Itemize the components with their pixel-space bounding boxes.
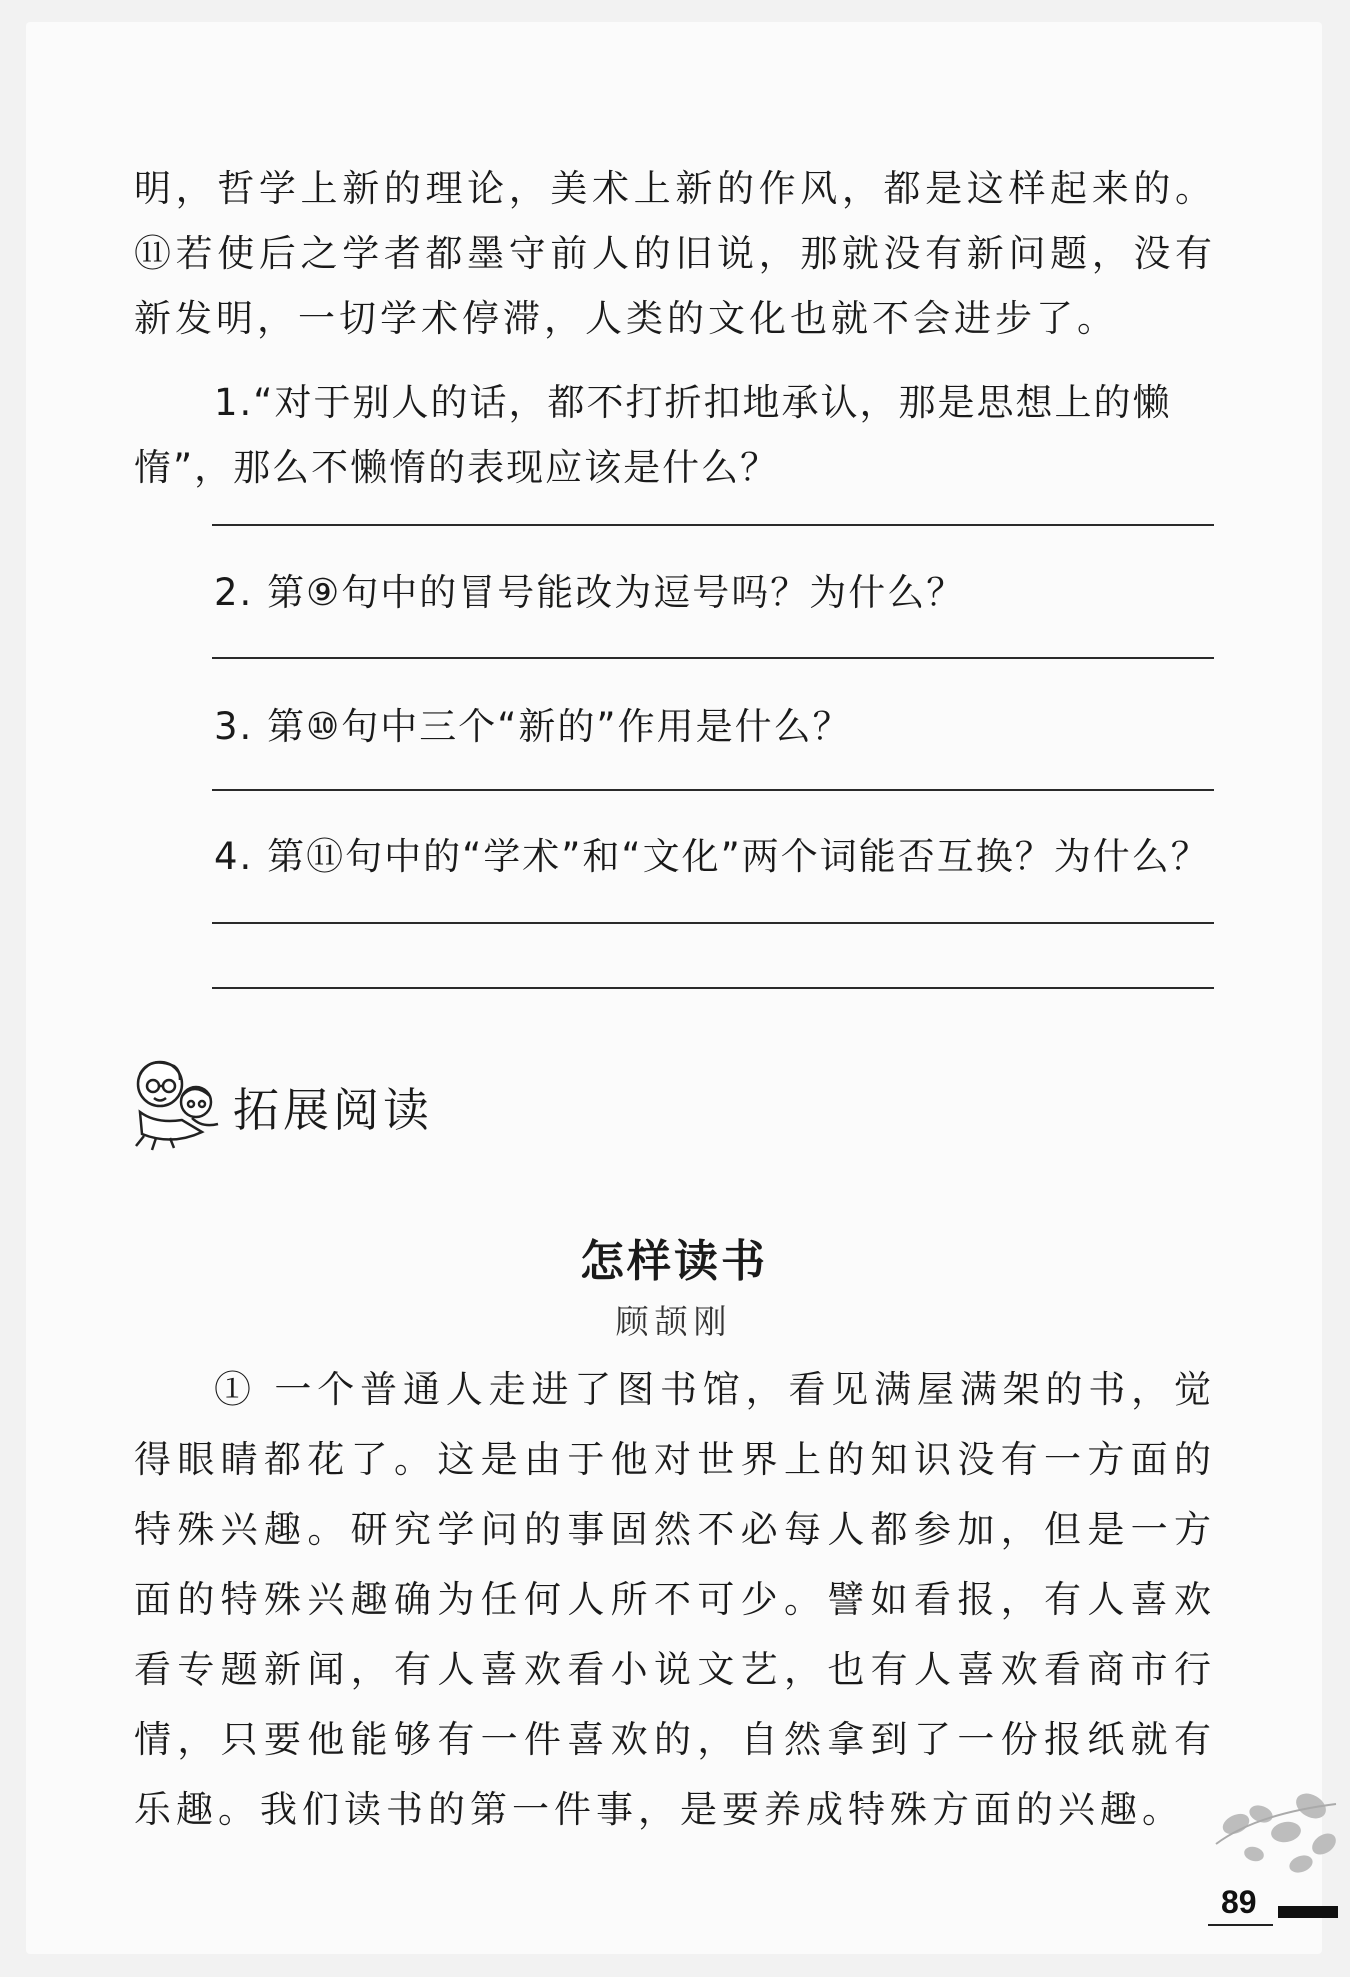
workbook-page (26, 22, 1322, 1954)
article-paragraph-1: ① 一个普通人走进了图书馆，看见满屋满架的书，觉得眼睛都花了。这是由于他对世界上的知识没有一方面的特殊兴趣。研究学问的事固然不必每人都参加，但是一方面的特殊兴趣确为任何人所不可少。譬如看报，有人喜欢看专题新闻，有人喜欢看小说文艺，也有人喜欢看商市行情，只要他能够有一件喜欢的，自然拿到了一份报纸就有乐趣。我们读书的第一件事，是要养成特殊方面的兴趣。 (134, 1368, 1216, 1831)
reading-kids-icon (122, 1052, 232, 1156)
question-1: 1.“对于别人的话，都不打折扣地承认，那是思想上的懒惰”，那么不懒惰的表现应该是什么？ (134, 381, 1172, 489)
question-4: 4. 第⑪句中的“学术”和“文化”两个词能否互换？为什么？ (214, 835, 1210, 878)
question-2: 2. 第⑨句中的冒号能改为逗号吗？为什么？ (214, 571, 966, 614)
page-number: 89 (1221, 1884, 1257, 1920)
continuation-paragraph: 明，哲学上新的理论，美术上新的作风，都是这样起来的。⑪若使后之学者都墨守前人的旧说，那就没有新问题，没有新发明，一切学术停滞，人类的文化也就不会进步了。 (134, 167, 1216, 340)
article-author: 顾颉刚 (615, 1302, 733, 1341)
answer-line-2[interactable] (212, 657, 1214, 659)
answer-line-4b[interactable] (212, 987, 1214, 989)
page-number-underline (1208, 1924, 1273, 1926)
leaves-icon (1206, 1784, 1346, 1888)
answer-line-4a[interactable] (212, 922, 1214, 924)
article-title: 怎样读书 (580, 1236, 768, 1287)
page-number-bar (1278, 1906, 1338, 1918)
answer-line-3[interactable] (212, 789, 1214, 791)
section-title: 拓展阅读 (233, 1083, 433, 1137)
answer-line-1[interactable] (212, 524, 1214, 526)
question-3: 3. 第⑩句中三个“新的”作用是什么？ (214, 705, 852, 748)
